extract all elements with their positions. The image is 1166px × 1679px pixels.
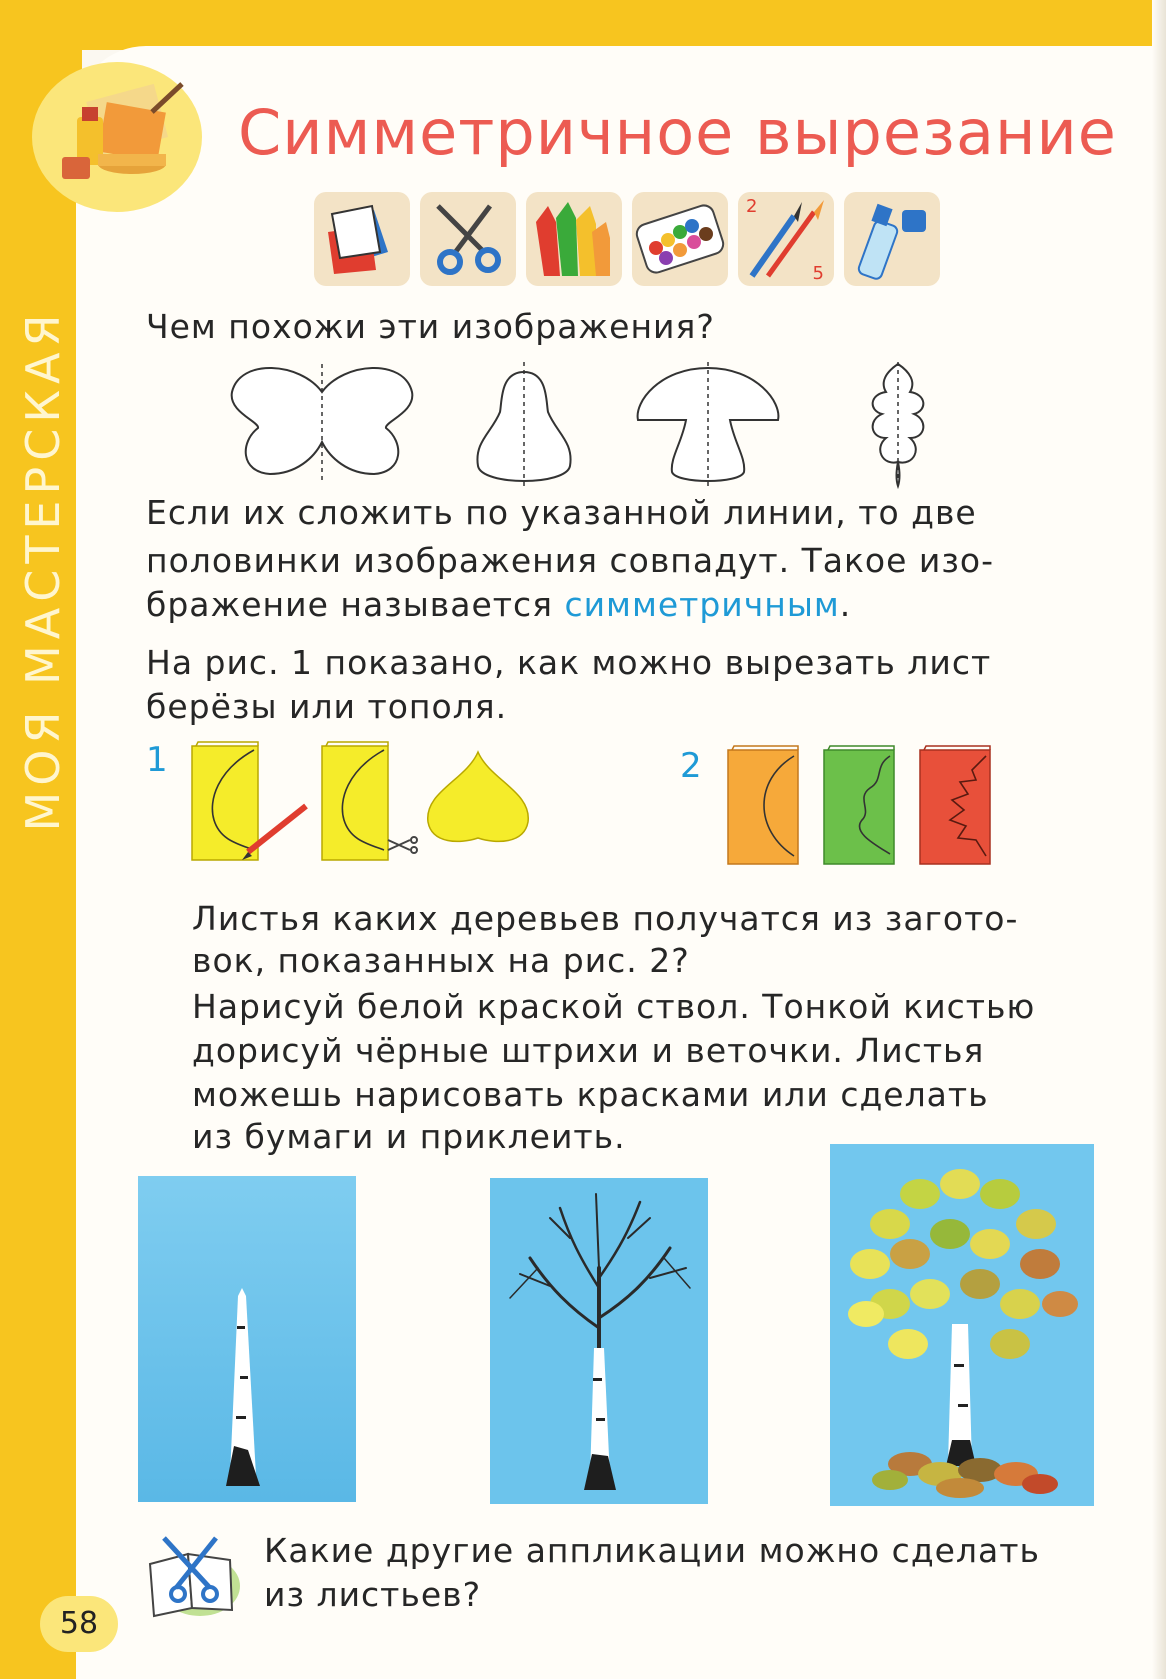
tool-colored-paper: [314, 192, 410, 286]
brush-size-badge-top: 2: [746, 196, 758, 217]
tool-pencils: [526, 192, 622, 286]
paragraph-task-line5: можешь нарисовать красками или сделать: [192, 1075, 989, 1114]
workshop-badge: [32, 62, 202, 212]
top-band: [0, 0, 1166, 50]
pencils-icon: [526, 192, 622, 286]
book-scissors-icon: [140, 1524, 244, 1620]
paragraph-task-line6: из бумаги и приклеить.: [192, 1117, 626, 1156]
page-number: 58: [40, 1596, 118, 1652]
section-label: [8, 240, 78, 900]
paragraph-fold-line1: Если их сложить по указанной линии, то две: [146, 493, 977, 532]
green-template: [824, 746, 894, 864]
page-title: Симметричное вырезание: [238, 96, 1117, 169]
page-edge: [1152, 0, 1166, 1679]
small-scissors-icon: [388, 837, 417, 853]
symmetric-shapes: [230, 362, 950, 492]
photo-birch-branches: [490, 1178, 708, 1504]
paragraph-task-line1: Листья каких деревьев получатся из загото-: [192, 899, 1019, 938]
photo-birch-with-leaves: [830, 1144, 1094, 1506]
pear-outline-icon: [477, 362, 570, 486]
cut-birch-leaf: [428, 752, 529, 841]
paragraph-fig1-line1: На рис. 1 показано, как можно вырезать лист: [146, 643, 992, 682]
paragraph-fig1-line2: берёзы или тополя.: [146, 687, 508, 726]
oak-leaf-outline-icon: [873, 362, 924, 486]
glue-stick-icon: [844, 192, 940, 286]
paragraph-task-line3: Нарисуй белой краской ствол. Тонкой кистью: [192, 987, 1036, 1026]
brush-size-badge-bottom: 5: [812, 263, 824, 284]
paragraph-task-line2: вок, показанных на рис. 2?: [192, 941, 690, 980]
figure-1-label: 1: [146, 740, 168, 780]
orange-template: [728, 746, 798, 864]
colored-paper-icon: [314, 192, 410, 286]
butterfly-outline-icon: [232, 364, 413, 484]
folded-paper-step2: [322, 742, 388, 860]
paragraph-fold-line3-start: бражение называется: [146, 585, 565, 624]
term-symmetric: симметричным: [564, 585, 840, 624]
paragraph-fold-line2: половинки изображения совпадут. Такое изо-: [146, 541, 995, 580]
section-label-text: МОЯ МАСТЕРСКАЯ: [16, 308, 70, 832]
craft-supplies-icon: [32, 62, 202, 212]
tool-scissors: [420, 192, 516, 286]
figure-2-leaf-templates: [724, 740, 1004, 870]
figure-1-birch-leaf-steps: [188, 740, 538, 870]
red-template: [920, 746, 990, 864]
paragraph-task-line4: дорисуй чёрные штрихи и веточки. Листья: [192, 1031, 985, 1070]
closing-question-line2: из листьев?: [264, 1575, 482, 1614]
photo-birch-trunk: [138, 1176, 356, 1502]
tool-glue-stick: [844, 192, 940, 286]
paragraph-fold-line3: [146, 584, 851, 625]
mushroom-outline-icon: [638, 362, 779, 486]
scissors-icon: [420, 192, 516, 286]
paint-palette-icon: [632, 192, 728, 286]
tools-row: [314, 192, 940, 286]
figure-2-label: 2: [680, 746, 702, 786]
paragraph-fold-line3-end: .: [839, 585, 852, 624]
folded-paper-step1: [192, 742, 258, 860]
closing-question-line1: Какие другие аппликации можно сделать: [264, 1531, 1040, 1570]
tool-brushes: [738, 192, 834, 286]
question-similar-images: Чем похожи эти изображения?: [146, 307, 715, 346]
tool-paint-palette: [632, 192, 728, 286]
